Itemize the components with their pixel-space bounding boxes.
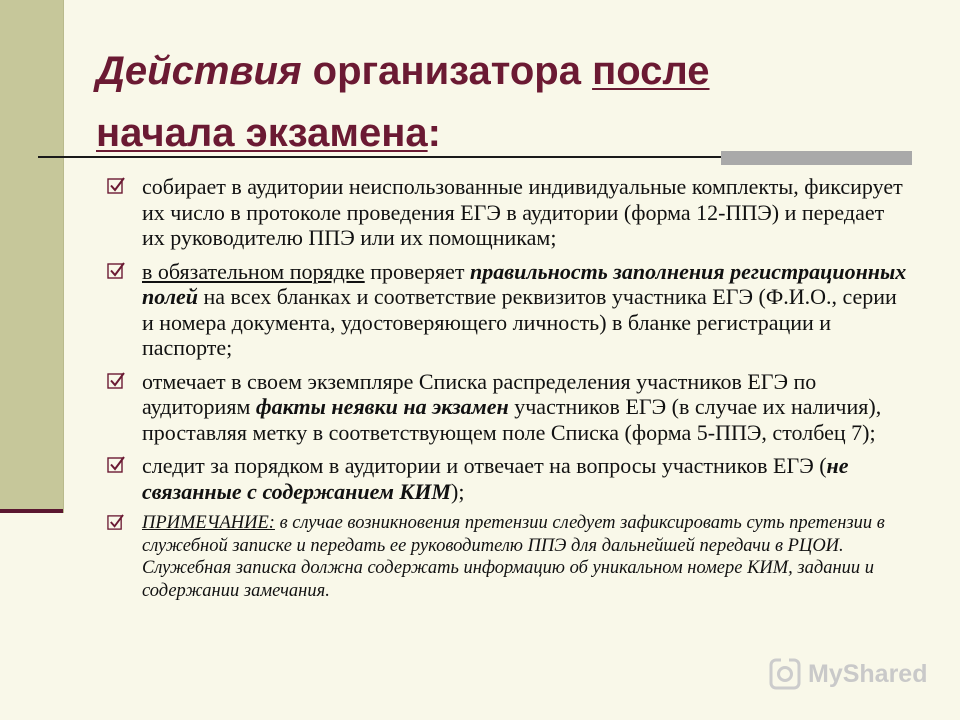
checkbox-checked-icon bbox=[107, 372, 125, 390]
note-text bbox=[142, 512, 907, 602]
watermark bbox=[768, 654, 927, 694]
list-item bbox=[107, 259, 907, 361]
side-band bbox=[0, 0, 64, 513]
bullet-text-part: проверяет bbox=[364, 258, 470, 284]
watermark-text: MyShared bbox=[808, 659, 928, 688]
bullet-text-part: следит за порядком в аудитории и отвечает на вопросы участников ЕГЭ ( bbox=[142, 453, 827, 478]
note-label: ПРИМЕЧАНИЕ: bbox=[142, 513, 275, 533]
bullet-text bbox=[142, 453, 907, 504]
bullet-text-part: отмечает в своем экземпляре Списка распределения участников ЕГЭ по аудиториям bbox=[142, 368, 817, 419]
checkbox-checked-icon bbox=[107, 262, 125, 280]
note-body: в случае возникновения претензии следует зафиксировать суть претензии в служебной записке и передать ее руководителю ППЭ для дальнейшей передачи в РЦОИ. Служебная записка должна содержать информацию об уникальном номере КИМ, задании и содержании замечания. bbox=[142, 513, 885, 601]
title-underlined-part-1: после bbox=[592, 49, 710, 93]
side-accent-line bbox=[0, 509, 63, 513]
list-item bbox=[107, 174, 907, 251]
list-item bbox=[107, 369, 907, 446]
checkbox-checked-icon bbox=[107, 177, 125, 195]
bullet-list bbox=[107, 174, 907, 610]
bullet-emphasis: правильность заполнения регистрационных полей bbox=[142, 258, 907, 309]
bullet-underlined-phrase: в обязательном порядке bbox=[142, 258, 365, 284]
bullet-text bbox=[142, 369, 907, 446]
bullet-text-part: ); bbox=[451, 478, 465, 504]
bullet-text-part: участников ЕГЭ (в случае их наличия), проставляя метку в соответствующем поле Списка (форма 5-ППЭ, столбец 7); bbox=[142, 394, 882, 445]
title-plain-part: организатора bbox=[301, 49, 593, 93]
bullet-text bbox=[142, 259, 907, 361]
bullet-emphasis: не связанные с содержанием КИМ bbox=[142, 453, 849, 504]
slide-title bbox=[96, 40, 916, 164]
title-underlined-part-2: начала экзамена bbox=[96, 111, 428, 155]
checkbox-checked-icon bbox=[107, 514, 124, 531]
bullet-text-part: на всех бланках и соответствие реквизитов участника ЕГЭ (Ф.И.О., серии и номера документа, удостоверяющего личность) в бланке регистрации и паспорте; bbox=[142, 284, 897, 360]
myshared-logo-icon bbox=[768, 657, 802, 691]
bullet-emphasis: факты неявки на экзамен bbox=[255, 394, 509, 419]
title-italic-part: Действия bbox=[96, 49, 302, 93]
checkbox-checked-icon bbox=[107, 456, 125, 474]
title-divider-accent bbox=[721, 151, 912, 165]
title-colon: : bbox=[427, 111, 441, 155]
bullet-text: собирает в аудитории неиспользованные индивидуальные комплекты, фиксирует их число в протоколе проведения ЕГЭ в аудитории (форма 12-ППЭ) и передает их руководителю ППЭ или их помощникам; bbox=[142, 174, 903, 250]
list-item bbox=[107, 453, 907, 504]
list-item-note bbox=[107, 512, 907, 602]
